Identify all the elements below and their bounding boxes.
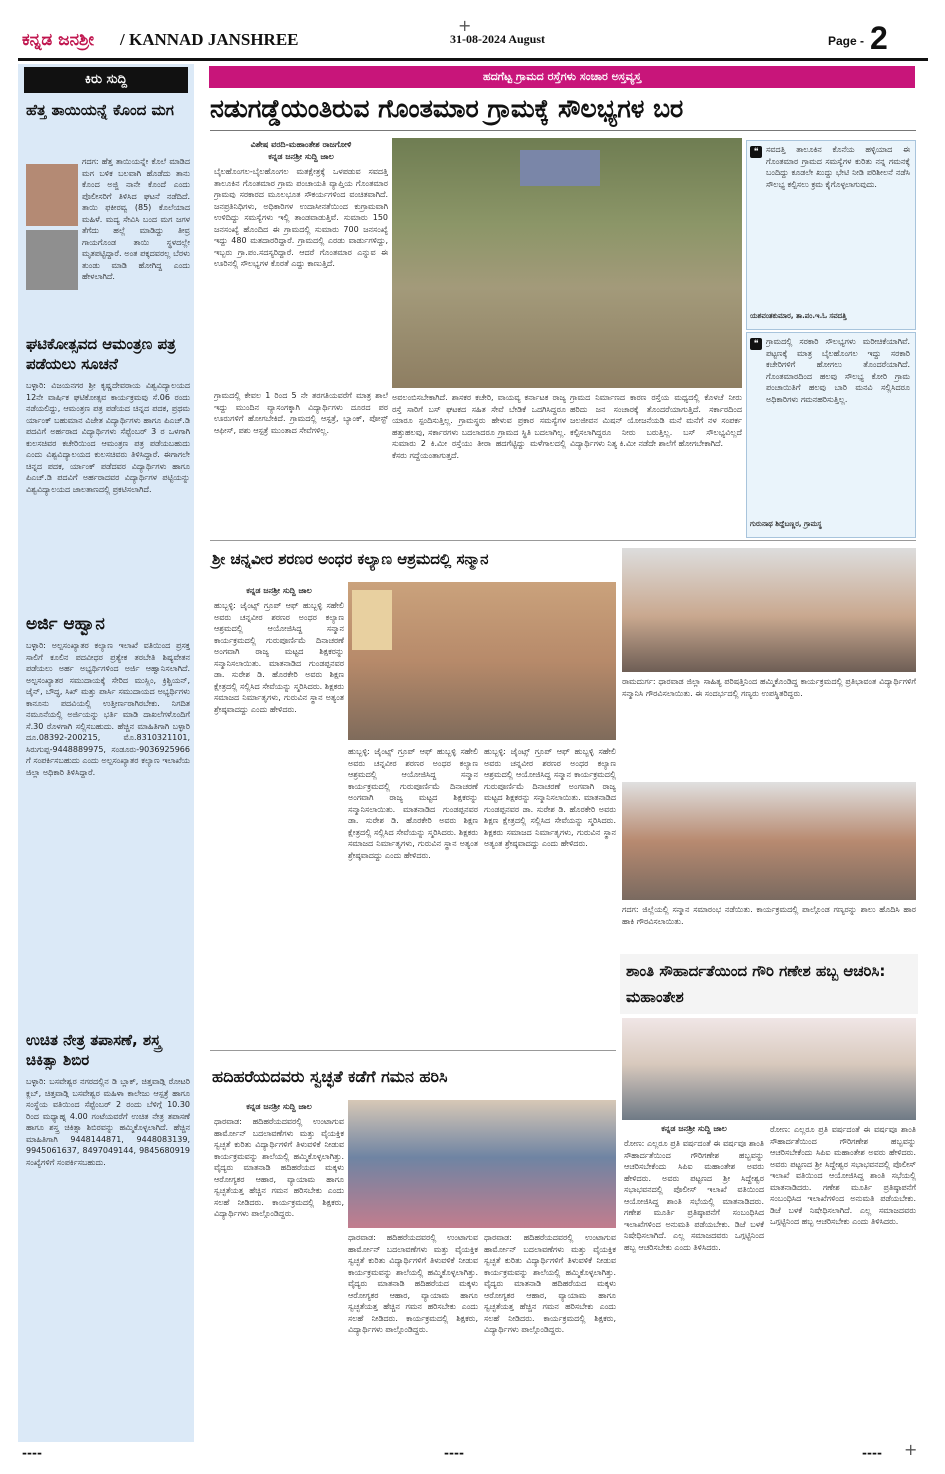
- ganesha-photo-meeting: [622, 1018, 916, 1120]
- sidebar-title: ಕಿರು ಸುದ್ದಿ: [24, 67, 188, 93]
- lead-col1b: ಗ್ರಾಮದಲ್ಲಿ ಕೇವಲ 1 ರಿಂದ 5 ನೇ ತರಗತಿಯವರೆಗೆ ಮಾತ್ರ ಶಾಲೆ ಇದ್ದು ಮುಂದಿನ ವ್ಯಾಸಂಗಕ್ಕಾಗಿ ವಿದ್ಯಾರ್ಥಿಗಳು ದೂರದ ಪರ ಊರುಗಳಿಗೆ ಹೋಗಬೇಕಿದೆ. ಗ್ರಾಮದಲ್ಲಿ ಆಸ್ಪತ್ರೆ, ಬ್ಯಾಂಕ್, ಪೋಸ್ಟ್ ಆಫೀಸ್, ಪಶು ಆಸ್ಪತ್ರೆ ಮುಂತಾದ ಸೇವೆಗಳಿಲ್ಲ.: [214, 391, 388, 435]
- hadihare-body: ಧಾರವಾಡ: ಹದಿಹರೆಯದವರಲ್ಲಿ ಉಂಟಾಗುವ ಹಾರ್ಮೋನ್ ಬದಲಾವಣೆಗಳು ಮತ್ತು ವೈಯಕ್ತಿಕ ಸ್ವಚ್ಛತೆ ಕುರಿತು ವಿದ್ಯಾರ್ಥಿಗಳಿಗೆ ತಿಳುವಳಿಕೆ ನೀಡುವ ಕಾರ್ಯಕ್ರಮವನ್ನು ಶಾಲೆಯಲ್ಲಿ ಹಮ್ಮಿಕೊಳ್ಳಲಾಗಿತ್ತು. ವೈದ್ಯರು ಮಾತನಾಡಿ ಹದಿಹರೆಯದ ಮಕ್ಕಳು ಆರೋಗ್ಯಕರ ಆಹಾರ, ವ್ಯಾಯಾಮ ಹಾಗೂ ಸ್ವಚ್ಛತೆಯತ್ತ ಹೆಚ್ಚಿನ ಗಮನ ಹರಿಸಬೇಕು ಎಂದು ಸಲಹೆ ನೀಡಿದರು. ಕಾರ್ಯಕ್ರಮದಲ್ಲಿ ಶಿಕ್ಷಕರು, ವಿದ್ಯಾರ್ಥಿಗಳು ಪಾಲ್ಗೊಂಡಿದ್ದರು.: [214, 1117, 344, 1218]
- footer-right-mark: ----: [862, 1446, 882, 1460]
- hadihare-photo-students: [348, 1100, 616, 1228]
- issue-date: 31-08-2024 August: [450, 32, 546, 46]
- sidebar-story1-headline: ಹೆತ್ತ ತಾಯಿಯನ್ನೆ ಕೊಂದ ಮಗ: [26, 101, 174, 119]
- lead-quote2-text: ಗ್ರಾಮದಲ್ಲಿ ಸರಕಾರಿ ಸೌಲಭ್ಯಗಳು ಮರೀಚಿಕೆಯಾಗಿವೆ. ಪಟ್ಟಣಕ್ಕೆ ಮಾತ್ರ ಬೈಲಹೊಂಗಲ ಇದ್ದು ಸರಕಾರಿ ಕಚೇರಿಗಳಿಗೆ ಹೋಗಲು ತೊಂದರೆಯಾಗಿದೆ. ಗೊಂತಮಾರದಿಂದ ಹಲವು ಸೌಲಭ್ಯ ಕೋರಿ ಗ್ರಾಮ ಪಂಚಾಯಿತಿಗೆ ಹಲವು ಬಾರಿ ಮನವಿ ಸಲ್ಲಿಸಿದರೂ ಅಧಿಕಾರಿಗಳು ಗಮನಹರಿಸುತ್ತಿಲ್ಲ.: [766, 337, 910, 404]
- ashram-byline: ಕನ್ನಡ ಜನಶ್ರೀ ಸುದ್ದಿ ಜಾಲ: [246, 586, 312, 595]
- lead-byline: ಕನ್ನಡ ಜನಶ್ರೀ ಸುದ್ದಿ ಜಾಲ: [268, 152, 334, 161]
- sidebar-story3-headline: ಅರ್ಜಿ ಆಹ್ವಾನ: [26, 614, 105, 634]
- sidebar-story2-body: ಬಳ್ಳಾರಿ: ವಿಜಯನಗರ ಶ್ರೀ ಕೃಷ್ಣದೇವರಾಯ ವಿಶ್ವವಿದ್ಯಾಲಯದ 12ನೇ ವಾರ್ಷಿಕ ಘಟಿಕೋತ್ಸವ ಕಾರ್ಯಕ್ರಮವು ಸೆ.06 ರಂದು ನಡೆಯಲಿದ್ದು, ಆಮಂತ್ರಣ ಪತ್ರ ಪಡೆಯದ ಚಿನ್ನದ ಪದಕ, ಪ್ರಥಮ ರ್ಯಾಂಕ್ ಬಹುಮಾನ ವಿಜೇತ ವಿದ್ಯಾರ್ಥಿಗಳು ಹಾಗೂ ಪಿಎಚ್.ಡಿ ಪದವಿಗೆ ಅರ್ಹರಾದ ವಿದ್ಯಾರ್ಥಿಗಳು ಸೆಪ್ಟೆಂಬರ್ 3 ರ ಒಳಗಾಗಿ ಕುಲಸಚಿವರ ಕಚೇರಿಯಿಂದ ಆಮಂತ್ರಣ ಪತ್ರ ಪಡೆಯಬಹುದು ಎಂದು ವಿಶ್ವವಿದ್ಯಾಲಯದ ಕುಲಸಚಿವರು ತಿಳಿಸಿದ್ದಾರೆ. ಈಗಾಗಲೇ ಚಿನ್ನದ ಪದಕ, ರ್ಯಾಂಕ್ ಪಡೆದವರ ವಿದ್ಯಾರ್ಥಿಗಳು ಹಾಗೂ ಪಿಎಚ್.ಡಿ ಪದವಿಗೆ ಅರ್ಹರಾದವರ ವಿದ್ಯಾರ್ಥಿಗಳ ಪಟ್ಟಿಯನ್ನು ವಿಶ್ವವಿದ್ಯಾಲಯದ ಜಾಲತಾಣದಲ್ಲಿ ಪ್ರಕಟಿಸಲಾಗಿದೆ.: [26, 381, 190, 494]
- lead-headline-rule: [210, 130, 916, 131]
- sidebar-story4-body: ಬಳ್ಳಾರಿ: ಬಸವೇಶ್ವರ ನಗರದಲ್ಲಿನ ಡಿ ಬ್ಲಾಕ್, ಚಿತ್ತವಾಡ್ಗಿ ರೋಟರಿ ಕ್ಲಬ್, ಚಿತ್ತವಾಡ್ಗಿ ಬಸವೇಶ್ವರ ಮಹಿಳಾ ಕಾಲೇಜು ಆಸ್ಪತ್ರೆ ಹಾಗೂ ಸಂಸ್ಥೆಯ ವತಿಯಿಂದ ಸೆಪ್ಟೆಂಬರ್ 2 ರಂದು ಬೆಳಿಗ್ಗೆ 10.30 ರಿಂದ ಮಧ್ಯಾಹ್ನ 4.00 ಗಂಟೆಯವರೆಗೆ ಉಚಿತ ನೇತ್ರ ತಪಾಸಣೆ ಹಾಗೂ ಶಸ್ತ್ರ ಚಿಕಿತ್ಸಾ ಶಿಬಿರವನ್ನು ಹಮ್ಮಿಕೊಳ್ಳಲಾಗಿದೆ. ಹೆಚ್ಚಿನ ಮಾಹಿತಿಗಾಗಿ 9448144871, 9448083139, 9945061637, 8497049144, 9845680919 ಸಂಖ್ಯೆಗಳಿಗೆ ಸಂಪರ್ಕಿಸಬಹುದು.: [26, 1077, 190, 1167]
- felicitation-photo-2: [622, 782, 916, 900]
- sidebar-story1-body: ಗದಗ: ಹೆತ್ತ ತಾಯಿಯನ್ನೇ ಕೊಲೆ ಮಾಡಿದ ಮಗ ಬಳಿಕ ಬಲವಾಗಿ ಹೊಡೆದು ತಾನು ಕೊಂದ ಅಜ್ಜಿ ನಾನೇ ಕೊಂದೆ ಎಂದು ಪೊಲೀಸರಿಗೆ ತಿಳಿಸಿದ ಘಟನೆ ನಡೆದಿದೆ. ತಾಯಿ ಫಕೀರವ್ವ (85) ಕೊಲೆಯಾದ ಮಹಿಳೆ. ಮದ್ಯ ಸೇವಿಸಿ ಬಂದ ಮಗ ಜಗಳ ತೆಗೆದು ಹಲ್ಲೆ ಮಾಡಿದ್ದು ತೀವ್ರ ಗಾಯಗೊಂಡ ತಾಯಿ ಸ್ಥಳದಲ್ಲೇ ಮೃತಪಟ್ಟಿದ್ದಾರೆ. ಅಂತ ಪಕ್ಕದವರಲ್ಲ ಬೆರಳು ತುಂಡು ಮಾಡಿ ಹೋಗಿದ್ದ ಎಂದು ಹೇಳಲಾಗಿದೆ.: [82, 157, 190, 281]
- lead-quote2-attribution: ಗುರುನಾಥ ಶಿದ್ದೆಬಣ್ಣರ, ಗ್ರಾಮಸ್ಥ: [750, 520, 822, 528]
- footer-left-mark: ----: [22, 1446, 42, 1460]
- ashram-photo-banner: [352, 590, 392, 650]
- hadihare-byline: ಕನ್ನಡ ಜನಶ್ರೀ ಸುದ್ದಿ ಜಾಲ: [246, 1102, 312, 1111]
- lead-col1: ಬೈಲಹೊಂಗಲ-ಬೈಲಹೊಂಗಲ ಮತಕ್ಷೇತ್ರಕ್ಕೆ ಒಳಪಡುವ ಸವದತ್ತಿ ತಾಲೂಕಿನ ಗೊಂತಮಾರ ಗ್ರಾಮ ಪಂಚಾಯತಿ ವ್ಯಾಪ್ತಿಯ ಗೊಂತಮಾರ ಗ್ರಾಮವು ಸರಕಾರದ ಮೂಲಭೂತ ಸೌಕರ್ಯಗಳಿಂದ ವಂಚಿತವಾಗಿದೆ. ಜನಪ್ರತಿನಿಧಿಗಳು, ಅಧಿಕಾರಿಗಳ ಉದಾಸೀನತೆಯಿಂದ ಕುಗ್ರಾಮವಾಗಿ ಉಳಿದಿದ್ದು ಸಮಸ್ಯೆಗಳು ಇಲ್ಲಿ ತಾಂಡವಾಡುತ್ತಿವೆ. ಸುಮಾರು 150 ಜನಸಂಖ್ಯೆ ಹೊಂದಿದ ಈ ಗ್ರಾಮದಲ್ಲಿ ಸುಮಾರು 700 ಜನಸಂಖ್ಯೆ ಇದ್ದು 480 ಮತದಾರರಿದ್ದಾರೆ. ಗ್ರಾಮದಲ್ಲಿ ಎರಡು ವಾರ್ಡುಗಳಿದ್ದು, ಇಬ್ಬರು ಗ್ರಾ.ಪಂ.ಸದಸ್ಯರಿದ್ದಾರೆ. ಆದರೆ ಗೊಂತಮಾರ ಎನ್ನುವ ಈ ಊರಿನಲ್ಲಿ ಸೌಲಭ್ಯಗಳ ಕೊರತೆ ಎದ್ದು ಕಾಣುತ್ತಿದೆ.: [214, 167, 388, 268]
- registration-mark-top: +: [458, 16, 472, 35]
- section-rule: [210, 540, 916, 541]
- quote-mark-icon: ❝: [750, 146, 762, 158]
- lead-col3: ಗ್ರಾಮದ ನಿರ್ಮಾಣದ ಕಾರಣ ರಸ್ತೆಯ ಮಧ್ಯದಲ್ಲಿ ಕೊಳಚೆ ನೀರು ಹರಿದು ಜನ ಸಂಚಾರಕ್ಕೆ ತೊಂದರೆಯಾಗುತ್ತಿದೆ. ಸರ್ಕಾರದಿಂದ ಜಲಜೀವನ ಮಿಷನ್ ಯೋಜನೆಯಡಿ ಮನೆ ಮನೆಗೆ ನಳ ಸಂಪರ್ಕ ಕಲ್ಪಿಸಲಾಗಿದ್ದರೂ ನೀರು ಬರುತ್ತಿಲ್ಲ. ಬಸ್ ಸೌಲಭ್ಯವಿಲ್ಲದೆ ವಿದ್ಯಾರ್ಥಿಗಳು ನಿತ್ಯ ಕಿ.ಮೀ ನಡೆದೇ ಶಾಲೆಗೆ ಹೋಗಬೇಕಾಗಿದೆ.: [570, 393, 742, 448]
- ashram-body-col2: ಹುಬ್ಬಳ್ಳಿ: ಜೈಂಟ್ಸ್ ಗ್ರೂಪ್ ಆಫ್ ಹುಬ್ಬಳ್ಳಿ ಸಹೇಲಿ ಅವರು ಚನ್ನವೀರ ಶರಣರ ಅಂಧರ ಕಲ್ಯಾಣ ಆಶ್ರಮದಲ್ಲಿ ಆಯೋಜಿಸಿದ್ದ ಸನ್ಮಾನ ಕಾರ್ಯಕ್ರಮದಲ್ಲಿ ಗುರುಪೂರ್ಣಿಮೆ ದಿನಾಚರಣೆ ಅಂಗವಾಗಿ ರಾಜ್ಯ ಮಟ್ಟದ ಶಿಕ್ಷಕರನ್ನು ಸನ್ಮಾನಿಸಲಾಯಿತು. ಮಾತನಾಡಿದ ಗುಂಡಪ್ಪನವರ ಡಾ. ಸುರೇಶ ಡಿ. ಹೊರಕೇರಿ ಅವರು ಶಿಕ್ಷಣ ಕ್ಷೇತ್ರದಲ್ಲಿ ಸಲ್ಲಿಸಿದ ಸೇವೆಯನ್ನು ಸ್ಮರಿಸಿದರು. ಶಿಕ್ಷಕರು ಸಮಾಜದ ನಿರ್ಮಾತೃಗಳು, ಗುರುವಿನ ಸ್ಥಾನ ಅತ್ಯಂತ ಶ್ರೇಷ್ಠವಾದದ್ದು ಎಂದು ಹೇಳಿದರು.: [348, 747, 478, 860]
- ganesha-headline: ಶಾಂತಿ ಸೌಹಾರ್ದತೆಯಿಂದ ಗೌರಿ ಗಣೇಶ ಹಬ್ಬ ಆಚರಿಸಿ: ಮಹಾಂತೇಶ: [626, 962, 886, 1006]
- lead-headline: ನಡುಗಡ್ಡೆಯಂತಿರುವ ಗೊಂತಮಾರ ಗ್ರಾಮಕ್ಕೆ ಸೌಲಭ್ಯಗಳ ಬರ: [210, 94, 684, 123]
- page-label: Page -: [828, 34, 865, 48]
- felicitation-caption-1: ರಾಮದುರ್ಗ: ಧಾರವಾಡ ಜಿಲ್ಲಾ ಸಾಹಿತ್ಯ ಪರಿಷತ್ತಿನಿಂದ ಹಮ್ಮಿಕೊಂಡಿದ್ದ ಕಾರ್ಯಕ್ರಮದಲ್ಲಿ ಪ್ರತಿಭಾವಂತ ವಿದ್ಯಾರ್ಥಿಗಳಿಗೆ ಸನ್ಮಾನಿಸಿ ಗೌರವಿಸಲಾಯಿತು. ಈ ಸಂದರ್ಭದಲ್ಲಿ ಗಣ್ಯರು ಉಪಸ್ಥಿತರಿದ್ದರು.: [622, 677, 916, 698]
- ganesha-body-col2: ರೋಣ: ಎಲ್ಲರೂ ಪ್ರತಿ ವರ್ಷದಂತೆ ಈ ವರ್ಷವೂ ಶಾಂತಿ ಸೌಹಾರ್ದತೆಯಿಂದ ಗೌರಿಗಣೇಶ ಹಬ್ಬವನ್ನು ಆಚರಿಸಬೇಕೆಂದು ಸಿಪಿಐ ಮಹಾಂತೇಶ ಅವರು ಹೇಳಿದರು. ಅವರು ಪಟ್ಟಣದ ಶ್ರೀ ಸಿದ್ದೇಶ್ವರ ಸಭಾಭವನದಲ್ಲಿ ಪೊಲೀಸ್ ಇಲಾಖೆ ವತಿಯಿಂದ ಆಯೋಜಿಸಿದ್ದ ಶಾಂತಿ ಸಭೆಯಲ್ಲಿ ಮಾತನಾಡಿದರು. ಗಣೇಶ ಮೂರ್ತಿ ಪ್ರತಿಷ್ಠಾಪನೆಗೆ ಸಂಬಂಧಿಸಿದ ಇಲಾಖೆಗಳಿಂದ ಅನುಮತಿ ಪಡೆಯಬೇಕು. ಡಿಜೆ ಬಳಕೆ ನಿಷೇಧಿಸಲಾಗಿದೆ. ಎಲ್ಲ ಸಮಾಜದವರು ಒಗ್ಗಟ್ಟಿನಿಂದ ಹಬ್ಬ ಆಚರಿಸಬೇಕು ಎಂದು ತಿಳಿಸಿದರು.: [770, 1125, 916, 1226]
- sidebar-story1-photo-son: [26, 230, 78, 290]
- lead-byline-top: ವಿಶೇಷ ವರದಿ-ಮಹಾಂತೇಶ ರಾಜಗೋಳಿ: [250, 140, 352, 149]
- hadihare-body-col3: ಧಾರವಾಡ: ಹದಿಹರೆಯದವರಲ್ಲಿ ಉಂಟಾಗುವ ಹಾರ್ಮೋನ್ ಬದಲಾವಣೆಗಳು ಮತ್ತು ವೈಯಕ್ತಿಕ ಸ್ವಚ್ಛತೆ ಕುರಿತು ವಿದ್ಯಾರ್ಥಿಗಳಿಗೆ ತಿಳುವಳಿಕೆ ನೀಡುವ ಕಾರ್ಯಕ್ರಮವನ್ನು ಶಾಲೆಯಲ್ಲಿ ಹಮ್ಮಿಕೊಳ್ಳಲಾಗಿತ್ತು. ವೈದ್ಯರು ಮಾತನಾಡಿ ಹದಿಹರೆಯದ ಮಕ್ಕಳು ಆರೋಗ್ಯಕರ ಆಹಾರ, ವ್ಯಾಯಾಮ ಹಾಗೂ ಸ್ವಚ್ಛತೆಯತ್ತ ಹೆಚ್ಚಿನ ಗಮನ ಹರಿಸಬೇಕು ಎಂದು ಸಲಹೆ ನೀಡಿದರು. ಕಾರ್ಯಕ್ರಮದಲ್ಲಿ ಶಿಕ್ಷಕರು, ವಿದ್ಯಾರ್ಥಿಗಳು ಪಾಲ್ಗೊಂಡಿದ್ದರು.: [484, 1233, 616, 1334]
- ganesha-byline: ಕನ್ನಡ ಜನಶ್ರೀ ಸುದ್ದಿ ಜಾಲ: [661, 1124, 727, 1133]
- page-number: 2: [870, 20, 888, 56]
- lead-quote1-attribution: ಯಶವಂತಕುಮಾರ, ತಾ.ಪಂ.ಇ.ಓ ಸವದತ್ತಿ: [750, 312, 847, 320]
- sidebar-story4-headline: ಉಚಿತ ನೇತ್ರ ತಪಾಸಣೆ, ಶಸ್ತ್ರ ಚಿಕಿತ್ಸಾ ಶಿಬಿರ: [26, 1031, 161, 1069]
- ashram-body: ಹುಬ್ಬಳ್ಳಿ: ಜೈಂಟ್ಸ್ ಗ್ರೂಪ್ ಆಫ್ ಹುಬ್ಬಳ್ಳಿ ಸಹೇಲಿ ಅವರು ಚನ್ನವೀರ ಶರಣರ ಅಂಧರ ಕಲ್ಯಾಣ ಆಶ್ರಮದಲ್ಲಿ ಆಯೋಜಿಸಿದ್ದ ಸನ್ಮಾನ ಕಾರ್ಯಕ್ರಮದಲ್ಲಿ ಗುರುಪೂರ್ಣಿಮೆ ದಿನಾಚರಣೆ ಅಂಗವಾಗಿ ರಾಜ್ಯ ಮಟ್ಟದ ಶಿಕ್ಷಕರನ್ನು ಸನ್ಮಾನಿಸಲಾಯಿತು. ಮಾತನಾಡಿದ ಗುಂಡಪ್ಪನವರ ಡಾ. ಸುರೇಶ ಡಿ. ಹೊರಕೇರಿ ಅವರು ಶಿಕ್ಷಣ ಕ್ಷೇತ್ರದಲ್ಲಿ ಸಲ್ಲಿಸಿದ ಸೇವೆಯನ್ನು ಸ್ಮರಿಸಿದರು. ಶಿಕ್ಷಕರು ಸಮಾಜದ ನಿರ್ಮಾತೃಗಳು, ಗುರುವಿನ ಸ್ಥಾನ ಅತ್ಯಂತ ಶ್ರೇಷ್ಠವಾದದ್ದು ಎಂದು ಹೇಳಿದರು.: [214, 601, 344, 714]
- registration-mark-bottom: +: [904, 1440, 918, 1459]
- sidebar-story3-body: ಬಳ್ಳಾರಿ: ಅಲ್ಪಸಂಖ್ಯಾತರ ಕಲ್ಯಾಣ ಇಲಾಖೆ ವತಿಯಿಂದ ಪ್ರಸಕ್ತ ಸಾಲಿಗೆ ಕೂಲಿನ ಪದವೀಧರ ಪ್ರತ್ಯೇಕ ತರಬೇತಿ ಶಿಷ್ಯವೇತನ ಪಡೆಯಲು ಅರ್ಹ ಅಭ್ಯರ್ಥಿಗಳಿಂದ ಅರ್ಜಿ ಆಹ್ವಾನಿಸಲಾಗಿದೆ. ಅಲ್ಪಸಂಖ್ಯಾತರ ಸಮುದಾಯಕ್ಕೆ ಸೇರಿದ ಮುಸ್ಲಿಂ, ಕ್ರಿಶ್ಚಿಯನ್, ಜೈನ್, ಬೌದ್ಧ, ಸಿಖ್ ಮತ್ತು ಪಾರ್ಸಿ ಸಮುದಾಯದ ಅಭ್ಯರ್ಥಿಗಳು ಕಾನೂನು ಪದವಿಯಲ್ಲಿ ಉತ್ತೀರ್ಣರಾಗಿರಬೇಕು. ನಿಗದಿತ ನಮೂನೆಯಲ್ಲಿ ಅರ್ಜಿಯನ್ನು ಭರ್ತಿ ಮಾಡಿ ದಾಖಲೆಗಳೊಂದಿಗೆ ಸೆ.30 ರೊಳಗಾಗಿ ಸಲ್ಲಿಸಬಹುದು. ಹೆಚ್ಚಿನ ಮಾಹಿತಿಗಾಗಿ ಬಳ್ಳಾರಿ ದೂ.08392-200215, ಮೊ.8310321101, ಸಿರುಗುಪ್ಪ-9448889975, ಸಂಡೂರು-9036925966 ಗೆ ಸಂಪರ್ಕಿಸಬಹುದು ಎಂದು ಅಲ್ಪಸಂಖ್ಯಾತರ ಕಲ್ಯಾಣ ಇಲಾಖೆಯ ಜಿಲ್ಲಾ ಅಧಿಕಾರಿ ತಿಳಿಸಿದ್ದಾರೆ.: [26, 641, 190, 777]
- hadihare-body-col2: ಧಾರವಾಡ: ಹದಿಹರೆಯದವರಲ್ಲಿ ಉಂಟಾಗುವ ಹಾರ್ಮೋನ್ ಬದಲಾವಣೆಗಳು ಮತ್ತು ವೈಯಕ್ತಿಕ ಸ್ವಚ್ಛತೆ ಕುರಿತು ವಿದ್ಯಾರ್ಥಿಗಳಿಗೆ ತಿಳುವಳಿಕೆ ನೀಡುವ ಕಾರ್ಯಕ್ರಮವನ್ನು ಶಾಲೆಯಲ್ಲಿ ಹಮ್ಮಿಕೊಳ್ಳಲಾಗಿತ್ತು. ವೈದ್ಯರು ಮಾತನಾಡಿ ಹದಿಹರೆಯದ ಮಕ್ಕಳು ಆರೋಗ್ಯಕರ ಆಹಾರ, ವ್ಯಾಯಾಮ ಹಾಗೂ ಸ್ವಚ್ಛತೆಯತ್ತ ಹೆಚ್ಚಿನ ಗಮನ ಹರಿಸಬೇಕು ಎಂದು ಸಲಹೆ ನೀಡಿದರು. ಕಾರ್ಯಕ್ರಮದಲ್ಲಿ ಶಿಕ್ಷಕರು, ವಿದ್ಯಾರ್ಥಿಗಳು ಪಾಲ್ಗೊಂಡಿದ್ದರು.: [348, 1233, 478, 1334]
- hadihare-headline: ಹದಿಹರೆಯದವರು ಸ್ವಚ್ಛತೆ ಕಡೆಗೆ ಗಮನ ಹರಿಸಿ: [212, 1067, 448, 1086]
- masthead-kannada-name: ಕನ್ನಡ ಜನಶ್ರೀ: [22, 30, 94, 50]
- lead-quote1-text: ಸವದತ್ತಿ ತಾಲೂಕಿನ ಕೊನೆಯ ಹಳ್ಳಿಯಾದ ಈ ಗೊಂತಮಾರ ಗ್ರಾಮದ ಸಮಸ್ಯೆಗಳ ಕುರಿತು ನನ್ನ ಗಮನಕ್ಕೆ ಬಂದಿದ್ದು ಕೂಡಲೇ ಖುದ್ದು ಭೇಟಿ ನೀಡಿ ಪರಿಶೀಲನೆ ನಡೆಸಿ ಸೌಲಭ್ಯ ಕಲ್ಪಿಸಲು ಕ್ರಮ ಕೈಗೊಳ್ಳಲಾಗುವುದು.: [766, 145, 910, 189]
- quote-mark-icon: ❝: [750, 338, 762, 350]
- masthead-rule: [18, 58, 928, 61]
- sidebar-story1-photo-mother: [26, 164, 78, 226]
- felicitation-photo-1: [622, 548, 916, 672]
- footer-center-mark: ----: [444, 1446, 464, 1460]
- felicitation-caption-2: ಗದಗ: ಜಿಲ್ಲೆಯಲ್ಲಿ ಸನ್ಮಾನ ಸಮಾರಂಭ ನಡೆಯಿತು. ಕಾರ್ಯಕ್ರಮದಲ್ಲಿ ಪಾಲ್ಗೊಂಡ ಗಣ್ಯರನ್ನು ಶಾಲು ಹೊದಿಸಿ ಹಾರ ಹಾಕಿ ಗೌರವಿಸಲಾಯಿತು.: [622, 905, 916, 926]
- ashram-headline: ಶ್ರೀ ಚನ್ನವೀರ ಶರಣರ ಅಂಧರ ಕಲ್ಯಾಣ ಆಶ್ರಮದಲ್ಲಿ ಸನ್ಮಾನ: [212, 550, 489, 568]
- section-rule: [210, 1050, 616, 1051]
- ashram-body-col3: ಹುಬ್ಬಳ್ಳಿ: ಜೈಂಟ್ಸ್ ಗ್ರೂಪ್ ಆಫ್ ಹುಬ್ಬಳ್ಳಿ ಸಹೇಲಿ ಅವರು ಚನ್ನವೀರ ಶರಣರ ಅಂಧರ ಕಲ್ಯಾಣ ಆಶ್ರಮದಲ್ಲಿ ಆಯೋಜಿಸಿದ್ದ ಸನ್ಮಾನ ಕಾರ್ಯಕ್ರಮದಲ್ಲಿ ಗುರುಪೂರ್ಣಿಮೆ ದಿನಾಚರಣೆ ಅಂಗವಾಗಿ ರಾಜ್ಯ ಮಟ್ಟದ ಶಿಕ್ಷಕರನ್ನು ಸನ್ಮಾನಿಸಲಾಯಿತು. ಮಾತನಾಡಿದ ಗುಂಡಪ್ಪನವರ ಡಾ. ಸುರೇಶ ಡಿ. ಹೊರಕೇರಿ ಅವರು ಶಿಕ್ಷಣ ಕ್ಷೇತ್ರದಲ್ಲಿ ಸಲ್ಲಿಸಿದ ಸೇವೆಯನ್ನು ಸ್ಮರಿಸಿದರು. ಶಿಕ್ಷಕರು ಸಮಾಜದ ನಿರ್ಮಾತೃಗಳು, ಗುರುವಿನ ಸ್ಥಾನ ಅತ್ಯಂತ ಶ್ರೇಷ್ಠವಾದದ್ದು ಎಂದು ಹೇಳಿದರು.: [484, 747, 616, 848]
- lead-kicker-ribbon: ಹದಗೆಟ್ಟ ಗ್ರಾಮದ ರಸ್ತೆಗಳು ಸಂಚಾರ ಅಸ್ತವ್ಯಸ್ತ: [209, 66, 915, 88]
- sidebar-story2-headline: ಘಟಿಕೋತ್ಸವದ ಆಮಂತ್ರಣ ಪತ್ರ ಪಡೆಯಲು ಸೂಚನೆ: [26, 335, 176, 373]
- lead-col2: ಅವಲಂಬಿಸಬೇಕಾಗಿದೆ. ಶಾಸಕರ ಕಚೇರಿ, ವಾಯವ್ಯ ಕರ್ನಾಟಕ ರಾಜ್ಯ ರಸ್ತೆ ಸಾರಿಗೆ ಬಸ್ ಘಟಕದ ಸಹಿತ ಸೇವೆ ಬೇಡಿಕೆ ಒದಗಿಸಿದ್ದರೂ ಯಾರೂ ಸ್ಪಂದಿಸುತ್ತಿಲ್ಲ. ಗ್ರಾಮಸ್ಥರು ಹೇಳುವ ಪ್ರಕಾರ ಸಮಸ್ಯೆಗಳ ಹತ್ತುಹಲವು, ಸರ್ಕಾರಗಳು ಬದಲಾದರೂ ಗ್ರಾಮದ ಸ್ಥಿತಿ ಬದಲಾಗಿಲ್ಲ. ಸುಮಾರು 2 ಕಿ.ಮೀ ರಸ್ತೆಯು ತೀರಾ ಹದಗೆಟ್ಟಿದ್ದು ಮಳೆಗಾಲದಲ್ಲಿ ಕೆಸರು ಗದ್ದೆಯಂತಾಗುತ್ತದೆ.: [392, 393, 566, 460]
- lead-photo-house: [520, 150, 600, 186]
- ganesha-body: ರೋಣ: ಎಲ್ಲರೂ ಪ್ರತಿ ವರ್ಷದಂತೆ ಈ ವರ್ಷವೂ ಶಾಂತಿ ಸೌಹಾರ್ದತೆಯಿಂದ ಗೌರಿಗಣೇಶ ಹಬ್ಬವನ್ನು ಆಚರಿಸಬೇಕೆಂದು ಸಿಪಿಐ ಮಹಾಂತೇಶ ಅವರು ಹೇಳಿದರು. ಅವರು ಪಟ್ಟಣದ ಶ್ರೀ ಸಿದ್ದೇಶ್ವರ ಸಭಾಭವನದಲ್ಲಿ ಪೊಲೀಸ್ ಇಲಾಖೆ ವತಿಯಿಂದ ಆಯೋಜಿಸಿದ್ದ ಶಾಂತಿ ಸಭೆಯಲ್ಲಿ ಮಾತನಾಡಿದರು. ಗಣೇಶ ಮೂರ್ತಿ ಪ್ರತಿಷ್ಠಾಪನೆಗೆ ಸಂಬಂಧಿಸಿದ ಇಲಾಖೆಗಳಿಂದ ಅನುಮತಿ ಪಡೆಯಬೇಕು. ಡಿಜೆ ಬಳಕೆ ನಿಷೇಧಿಸಲಾಗಿದೆ. ಎಲ್ಲ ಸಮಾಜದವರು ಒಗ್ಗಟ್ಟಿನಿಂದ ಹಬ್ಬ ಆಚರಿಸಬೇಕು ಎಂದು ತಿಳಿಸಿದರು.: [624, 1139, 764, 1252]
- masthead-english-name: / KANNAD JANSHREE: [120, 30, 299, 49]
